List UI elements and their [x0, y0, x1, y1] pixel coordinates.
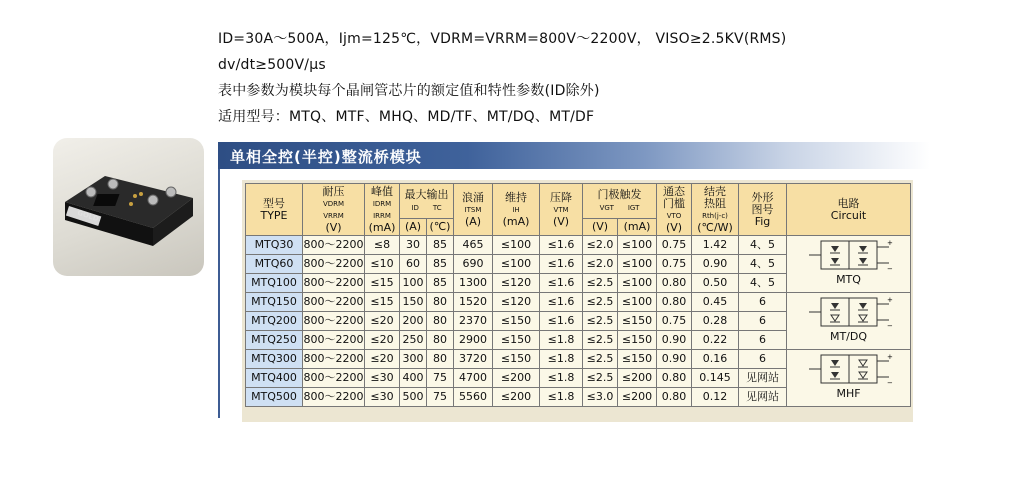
table-row: MTQ200 800～2200 ≤20 200 80 2370 ≤150 ≤1.6 ≤2.5 ≤150 0.75 0.28 6 [246, 312, 911, 331]
circuit-mixed-bridge-icon [801, 351, 897, 387]
table-row: MTQ400 800～2200 ≤30 400 75 4700 ≤200 ≤1.8 ≤2.5 ≤200 0.80 0.145 见网站 [246, 369, 911, 388]
header-igt-unit: (mA) [618, 219, 657, 236]
spec-block [218, 26, 918, 130]
circuit-label-mhf: MHF [836, 387, 861, 400]
circuit-cell-mhf [787, 350, 911, 407]
circuit-label-mtq: MTQ [836, 273, 861, 286]
table-row: MTQ30 800～2200 ≤8 30 85 465 ≤100 ≤1.6 ≤2.0 ≤100 0.75 1.42 4、5 + − MTQ [246, 236, 911, 255]
header-rth: 结壳 热阻 Rth(j-c) (℃/W) [692, 184, 739, 236]
svg-text:−: − [886, 265, 893, 273]
svg-text:+: + [886, 296, 893, 304]
header-tc-unit: (℃) [427, 219, 454, 236]
svg-text:−: − [886, 322, 893, 330]
svg-text:+: + [886, 239, 893, 247]
spec-line-1: ID=30A～500A，Ijm=125℃，VDRM=VRRM=800V～2200V， VISO≥2.5KV(RMS) [218, 31, 787, 47]
spec-line-3: 表中参数为模块每个晶闸管芯片的额定值和特性参数(ID除外) [218, 83, 600, 99]
module-brand-label: GOLD [76, 208, 100, 224]
header-type: 型号 TYPE [246, 184, 303, 236]
header-gate-trigger: 门极触发 VGT IGT [583, 184, 657, 219]
header-fig: 外形 图号 Fig [739, 184, 787, 236]
table-row: MTQ300 800～2200 ≤20 300 80 3720 ≤150 ≤1.8 ≤2.5 ≤150 0.90 0.16 6 + − MHF [246, 350, 911, 369]
table-row: MTQ250 800～2200 ≤20 250 80 2900 ≤150 ≤1.8 ≤2.5 ≤150 0.90 0.22 6 [246, 331, 911, 350]
header-itsm: 浪涌 ITSM (A) [454, 184, 493, 236]
spec-line-4: 适用型号：MTQ、MTF、MHQ、MD/TF、MT/DQ、MT/DF [218, 109, 595, 125]
header-max-output: 最大输出 ID TC [400, 184, 454, 219]
section-rule [218, 169, 220, 418]
circuit-half-bridge-icon [801, 294, 897, 330]
circuit-cell-mtq [787, 236, 911, 293]
header-vgt-unit: (V) [583, 219, 618, 236]
product-photo [53, 138, 204, 276]
table-row: MTQ500 800～2200 ≤30 500 75 5560 ≤200 ≤1.8 ≤3.0 ≤200 0.80 0.12 见网站 [246, 388, 911, 407]
header-id-unit: (A) [400, 219, 427, 236]
table-row: MTQ60 800～2200 ≤10 60 85 690 ≤100 ≤1.6 ≤2.0 ≤100 0.75 0.90 4、5 [246, 255, 911, 274]
parameter-table [245, 183, 911, 407]
header-vto: 通态 门槛 VTO (V) [657, 184, 692, 236]
header-vdrm: 耐压 VDRM VRRM (V) [303, 184, 365, 236]
header-vtm: 压降 VTM (V) [540, 184, 583, 236]
header-ih: 维持 IH (mA) [493, 184, 540, 236]
table-row: MTQ100 800～2200 ≤15 100 85 1300 ≤120 ≤1.6 ≤2.5 ≤100 0.80 0.50 4、5 [246, 274, 911, 293]
header-circuit: 电路 Circuit [787, 184, 911, 236]
header-idrm: 峰值 IDRM IRRM (mA) [365, 184, 400, 236]
circuit-cell-mtdq [787, 293, 911, 350]
circuit-bridge-icon [801, 237, 897, 273]
table-row: MTQ150 800～2200 ≤15 150 80 1520 ≤120 ≤1.6 ≤2.5 ≤100 0.80 0.45 6 + − MT/DQ [246, 293, 911, 312]
spec-line-2: dv/dt≥500V/μs [218, 57, 326, 73]
svg-text:−: − [886, 379, 893, 387]
svg-text:+: + [886, 353, 893, 361]
circuit-label-mtdq: MT/DQ [829, 330, 868, 343]
section-title: 单相全控(半控)整流桥模块 [230, 148, 422, 166]
section-banner [218, 142, 930, 169]
